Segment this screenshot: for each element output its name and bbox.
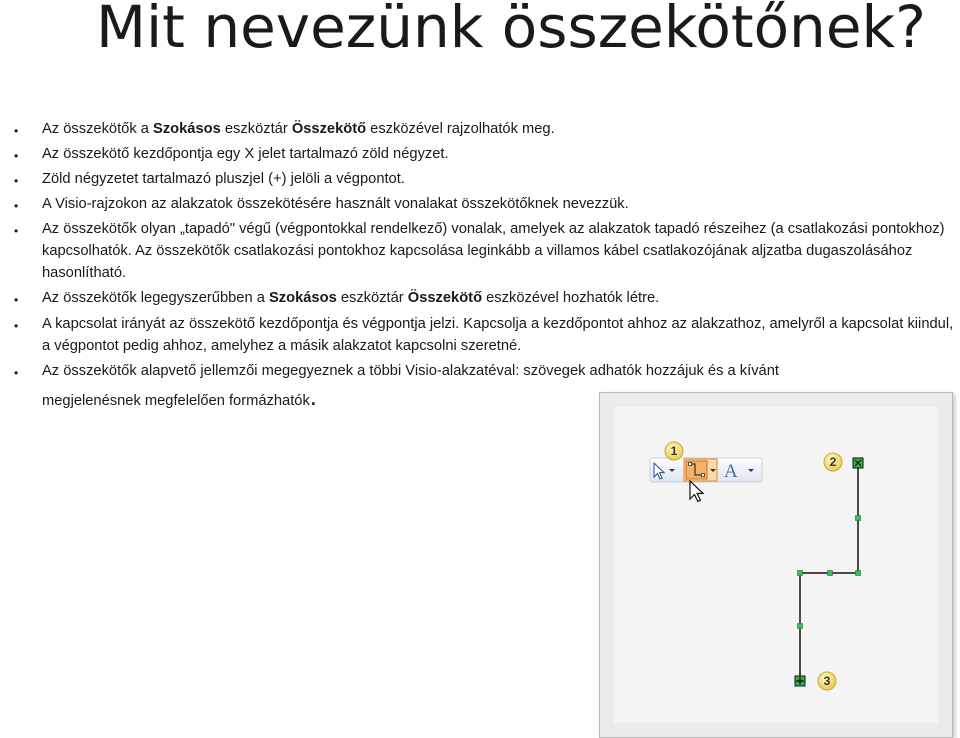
page-title: Mit nevezünk összekötőnek? xyxy=(96,0,926,61)
bullet-text: A kapcsolat irányát az összekötő kezdőpontja és végpontja jelzi. Kapcsolja a kezdőpontot ahhoz az alakzathoz, amelyről a kapcsolat kiindul, a végpontot pedig ahhoz, amelyhez a másik alakzatot kapcsolni szeretné. xyxy=(42,316,954,354)
bullet-text: Az összekötők olyan „tapadó" végű (végpontokkal rendelkező) vonalak, amelyek az alakzatok tapadó részeihez (a csatlakozási pontokhoz) kapcsolhatók. Az összekötők csatlakozási pontokhoz kapcsolása leginkább a villamos kábel csatlakozójának aljzatba dugaszolásához hasonlítható. xyxy=(42,221,945,281)
bullet-text: Az összekötők legegyszerűbben a Szokásos eszköztár Összekötő eszközével hozhatók létre. xyxy=(42,290,660,306)
bullet-text: Az összekötők alapvető jellemzői megegyeznek a többi Visio-alakzatéval: szövegek adhatók hozzájuk és a kívánt xyxy=(42,363,779,379)
end-point-icon[interactable] xyxy=(795,676,805,686)
canvas-area xyxy=(614,407,938,723)
badge-1 xyxy=(665,442,683,460)
svg-text:2: 2 xyxy=(829,455,837,469)
start-point-icon[interactable] xyxy=(853,458,863,468)
bullet-dot-icon: • xyxy=(14,224,19,238)
bullet-item xyxy=(12,168,960,190)
bullet-item xyxy=(12,143,960,165)
bullet-text: Zöld négyzetet tartalmazó pluszjel (+) jelöli a végpontot. xyxy=(42,171,405,187)
connector-drawing xyxy=(600,393,952,737)
bullet-item xyxy=(12,218,960,284)
svg-text:1: 1 xyxy=(670,444,678,458)
bullet-dot-icon: • xyxy=(14,149,19,163)
bullet-dot-icon: • xyxy=(14,199,19,213)
svg-text:A: A xyxy=(724,461,738,482)
bullet-dot-icon: • xyxy=(14,293,19,307)
badge-3 xyxy=(818,672,836,690)
connector-illustration xyxy=(599,392,953,738)
bullet-item xyxy=(12,118,960,140)
bullet-dot-icon: • xyxy=(14,174,19,188)
standard-toolbar xyxy=(650,458,762,482)
svg-text:3: 3 xyxy=(823,674,831,688)
bullet-text-continuation: megjelenésnek megfelelően formázhatók. xyxy=(42,381,318,411)
bullet-dot-icon: • xyxy=(14,124,19,138)
badge-2 xyxy=(824,453,842,471)
bullet-item xyxy=(12,313,960,357)
bullet-text: A Visio-rajzokon az alakzatok összekötésére használt vonalakat összekötőknek nevezzük. xyxy=(42,196,629,212)
bullet-dot-icon: • xyxy=(14,366,19,380)
bullet-item xyxy=(12,193,960,215)
bullet-text: Az összekötő kezdőpontja egy X jelet tartalmazó zöld négyzet. xyxy=(42,146,449,162)
bullet-text: Az összekötők a Szokásos eszköztár Összekötő eszközével rajzolhatók meg. xyxy=(42,121,555,137)
bullet-dot-icon: • xyxy=(14,319,19,333)
bullet-list xyxy=(12,118,960,415)
connector-tool-icon[interactable] xyxy=(684,459,717,481)
bullet-item xyxy=(12,287,960,309)
